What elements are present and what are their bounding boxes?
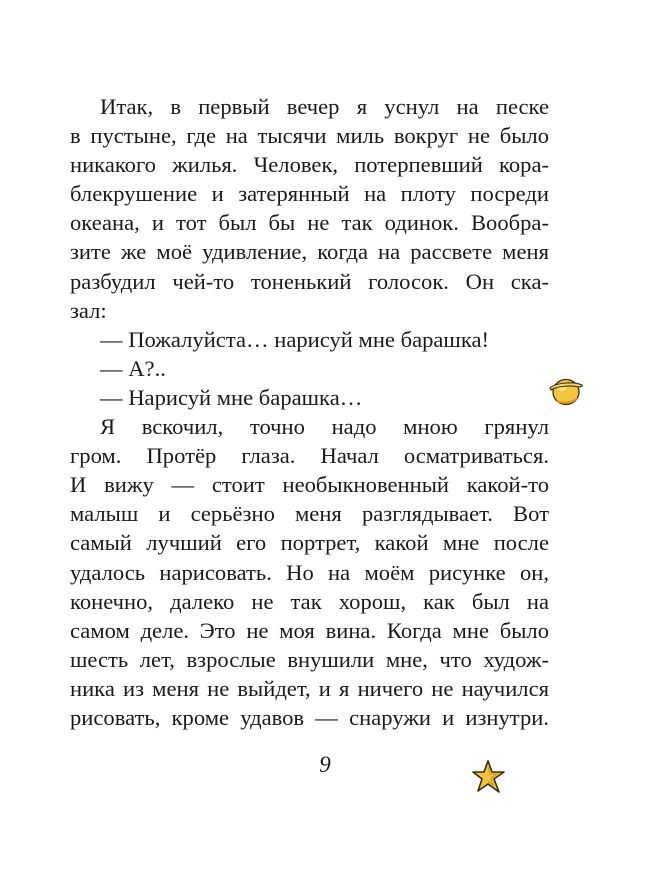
text-line: разбудил чей-то тоненький голосок. Он ска- [70, 268, 549, 294]
text-line: океана, и тот был бы не так одинок. Вообра- [70, 210, 549, 236]
page-number: 9 [319, 752, 331, 777]
text-line: рисовать, кроме удавов — снаружи и изнутри. [70, 704, 549, 730]
star-icon [471, 758, 507, 796]
text-line: гром. Протёр глаза. Начал осматриваться. [70, 443, 549, 469]
text-line: ника из меня не выйдет, и я ничего не научился [70, 675, 549, 701]
text-line: зал: [70, 297, 107, 323]
text-line: И вижу — стоит необыкновенный какой-то [70, 472, 549, 498]
dialogue-line: — Пожалуйста… нарисуй мне барашка! [100, 326, 490, 352]
text-line: блекрушение и затерянный на плоту посреди [70, 181, 549, 207]
dialogue-line: — Нарисуй мне барашка… [100, 384, 363, 410]
text-line: Итак, в первый вечер я уснул на песке [100, 94, 549, 119]
planet-icon [547, 374, 585, 408]
text-line: никакого жилья. Человек, потерпевший кора- [70, 152, 549, 178]
body-text [70, 92, 549, 732]
text-line: удалось нарисовать. Но на моём рисунке он, [70, 559, 549, 585]
text-line: самом деле. Это не моя вина. Когда мне было [70, 617, 549, 643]
text-line: конечно, далеко не так хорош, как был на [70, 588, 549, 614]
text-line: зите же моё удивление, когда на рассвете меня [70, 239, 549, 265]
text-line: Я вскочил, точно надо мною грянул [100, 414, 549, 440]
text-line: шесть лет, взрослые внушили мне, что худож- [70, 646, 549, 672]
text-line: малыш и серьёзно меня разглядывает. Вот [70, 501, 549, 527]
dialogue-line: — А?.. [100, 355, 166, 381]
text-line: самый лучший его портрет, какой мне после [70, 530, 549, 556]
text-line: в пустыне, где на тысячи миль вокруг не было [70, 123, 549, 149]
